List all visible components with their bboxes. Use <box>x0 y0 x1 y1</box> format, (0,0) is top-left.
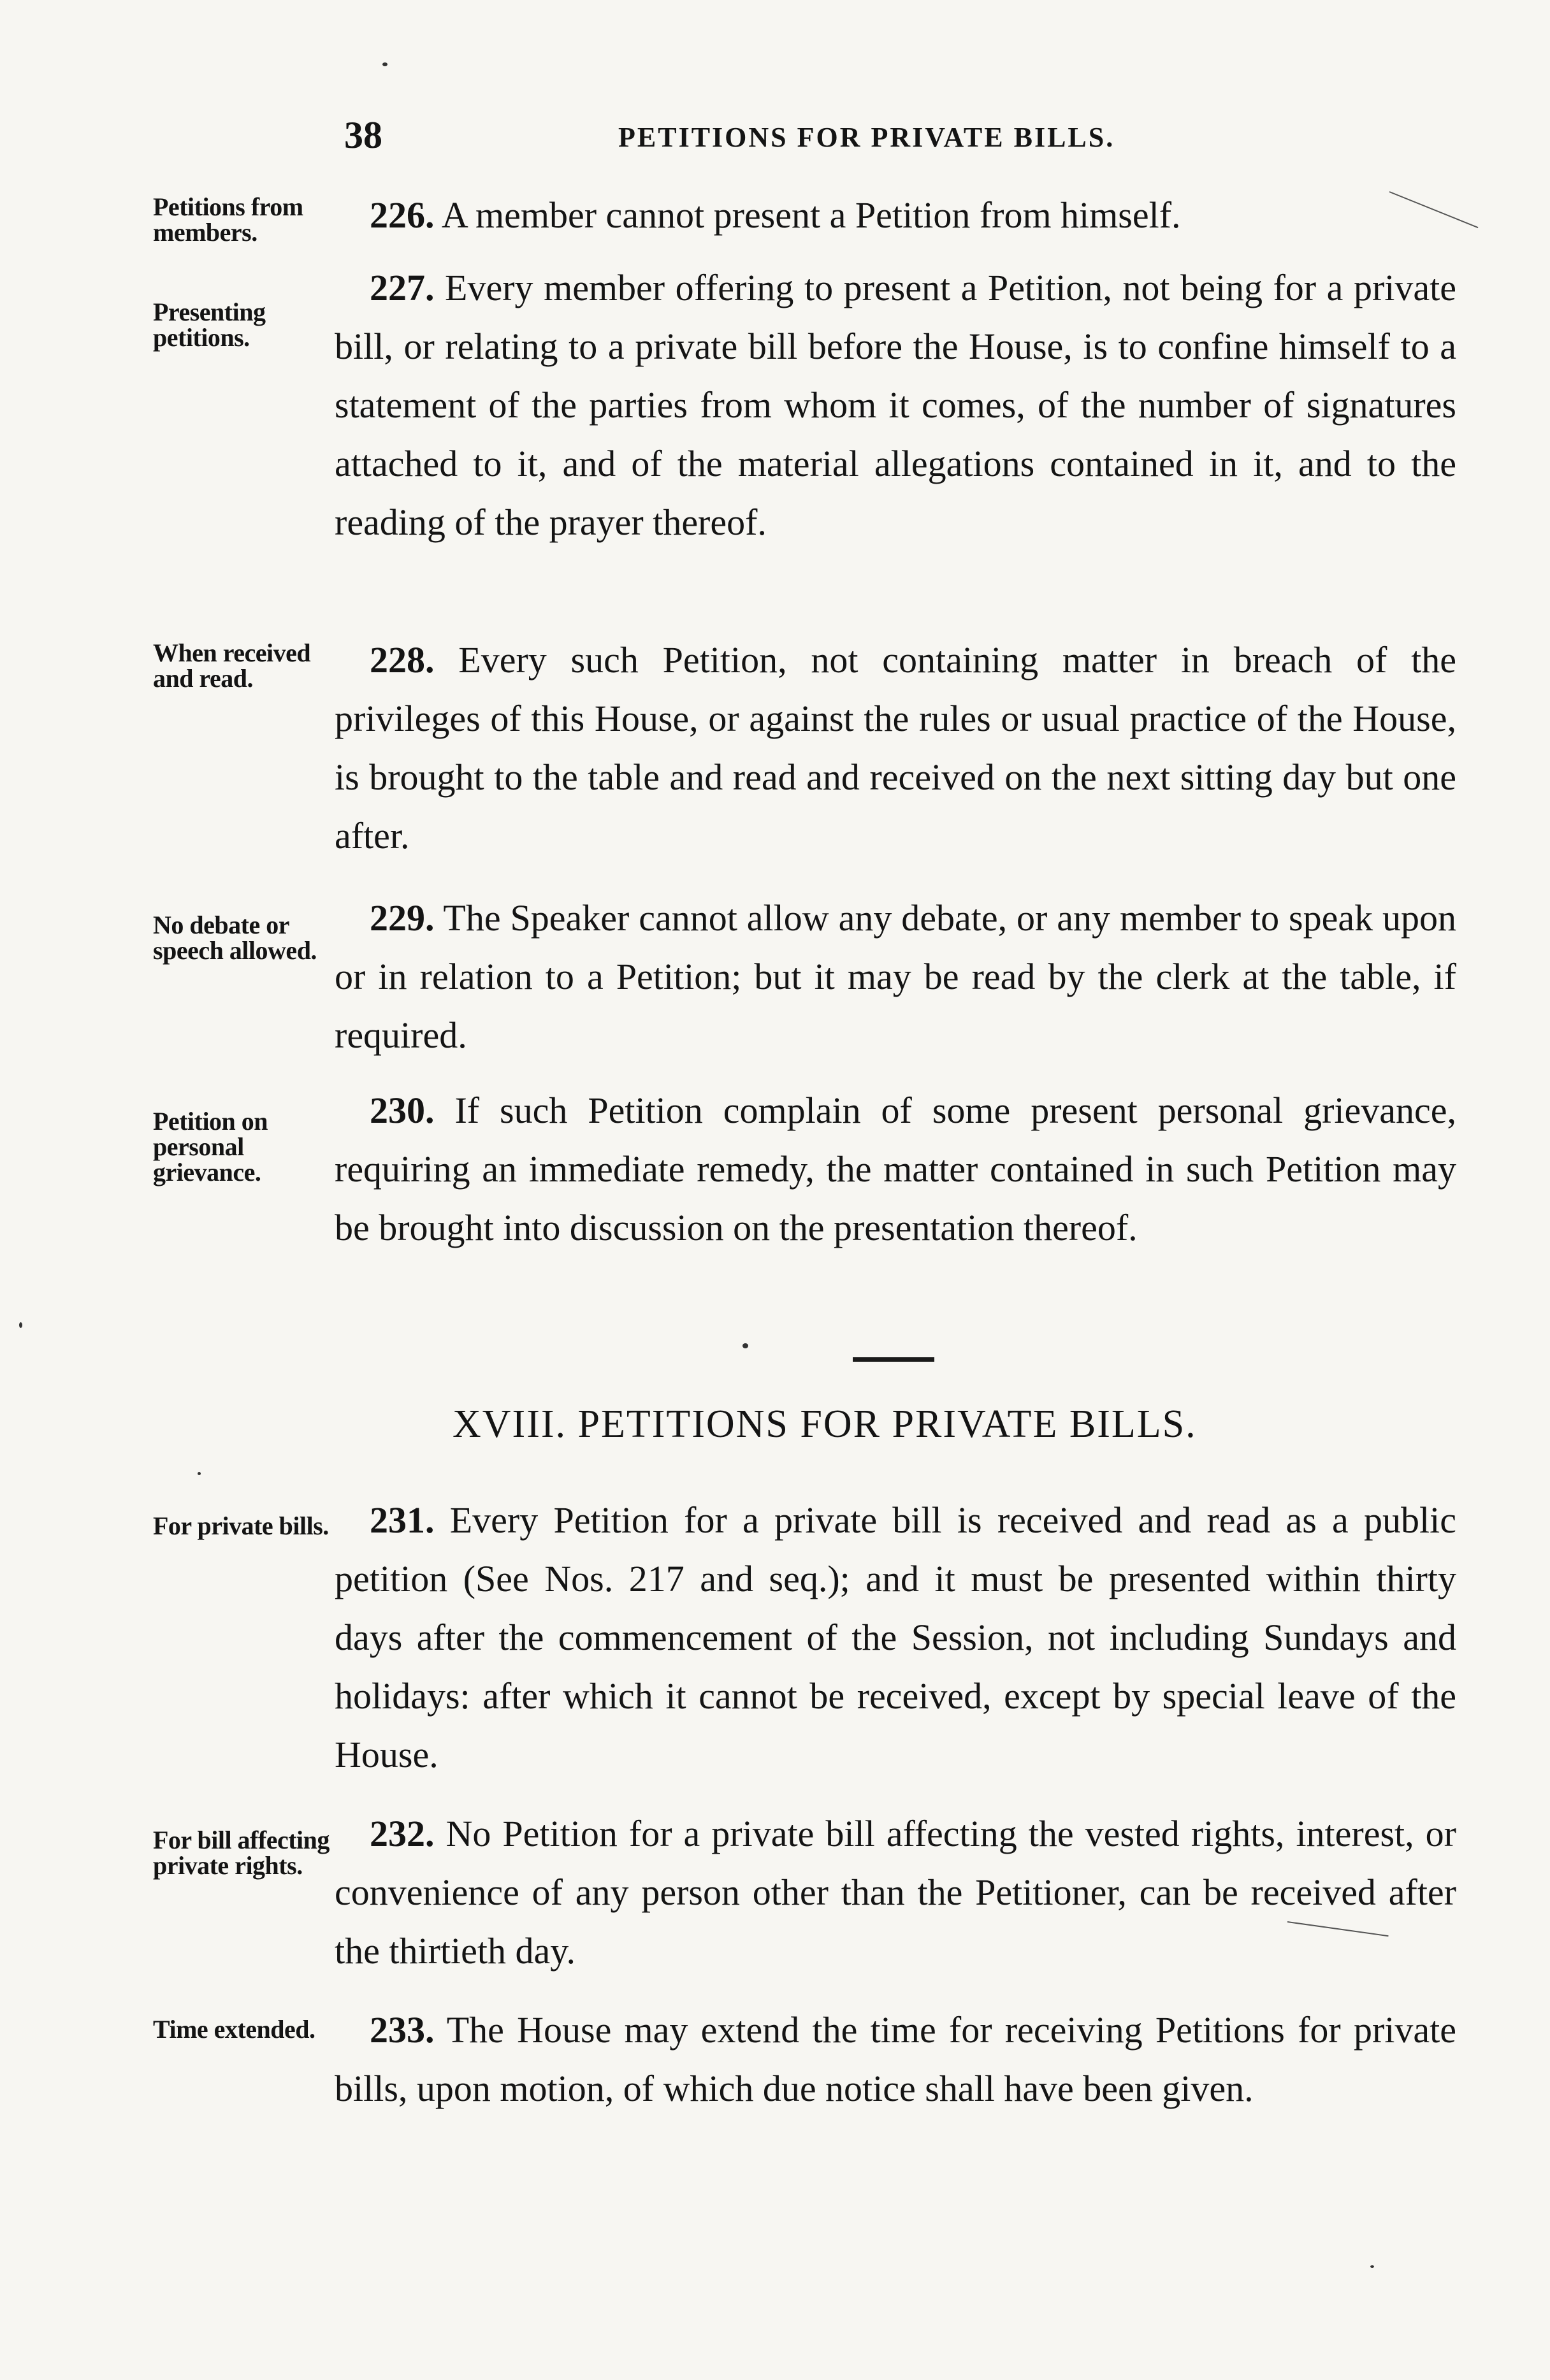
paragraph-text: No Petition for a private bill affecting the vested rights, interest, or convenience of any person other than the Petitioner, can be received after the thirtieth day. <box>335 1813 1456 1972</box>
paragraph-text: Every member offering to present a Petition, not being for a private bill, or relating to a private bill before the House, is to confine himself to a statement of the parties from whom it comes, of the number of signatures attached to it, and of the material allegations contained in it, and to the reading of the prayer thereof. <box>335 267 1456 543</box>
paragraph-text: The Speaker cannot allow any debate, or any member to speak upon or in relation to a Petition; but it may be read by the clerk at the table, if required. <box>335 897 1457 1056</box>
scan-speck <box>742 1343 748 1348</box>
paragraph-232 <box>335 1805 1456 1980</box>
page-number: 38 <box>344 114 382 156</box>
paragraph-number: 227. <box>370 267 435 308</box>
paragraph-230 <box>335 1081 1456 1257</box>
margin-note-no-debate: No debate or speech allowed. <box>153 911 317 965</box>
margin-note-petitions-from-members: Petitions from members. <box>153 192 303 247</box>
margin-note-private-bills: For private bills. <box>153 1511 329 1540</box>
paragraph-number: 228. <box>370 639 435 681</box>
paragraph-text: If such Petition complain of some present personal grievance, requiring an immediate remedy, the matter contained in such Petition may be brought into discussion on the presentation thereof. <box>335 1090 1456 1248</box>
scan-speck <box>198 1472 201 1475</box>
paragraph-text: A member cannot present a Petition from himself. <box>441 194 1181 236</box>
margin-note-time-extended: Time extended. <box>153 2015 315 2044</box>
paragraph-text: Every such Petition, not containing matter in breach of the privileges of this House, or against the rules or usual practice of the House, is brought to the table and read and received on the next sitting day but one after. <box>335 639 1456 856</box>
paragraph-226 <box>335 186 1456 245</box>
paragraph-233 <box>335 2001 1456 2118</box>
margin-note-presenting-petitions: Presenting petitions. <box>153 298 266 352</box>
paragraph-number: 229. <box>370 897 435 939</box>
page-header <box>344 113 1466 164</box>
paragraph-number: 233. <box>370 2009 435 2051</box>
margin-note-personal-grievance: Petition on personal grievance. <box>153 1107 268 1186</box>
paragraph-number: 226. <box>370 194 435 236</box>
paragraph-number: 230. <box>370 1090 435 1131</box>
paragraph-228 <box>335 631 1456 865</box>
paragraph-text: The House may extend the time for receiving Petitions for private bills, upon motion, of which due notice shall have been given. <box>335 2009 1456 2109</box>
margin-note-private-rights: For bill affecting private rights. <box>153 1826 330 1880</box>
scan-speck <box>19 1322 22 1328</box>
margin-note-when-received: When received and read. <box>153 638 311 693</box>
paragraph-229 <box>335 889 1456 1065</box>
paragraph-text: Every Petition for a private bill is received and read as a public petition (See Nos. 217 and seq.); and it must be presented within thirty days after the commencement of the Session, not including Sundays and holidays: after which it cannot be received, except by special leave of the House. <box>335 1499 1456 1775</box>
paragraph-number: 231. <box>370 1499 435 1541</box>
paragraph-231 <box>335 1491 1456 1784</box>
section-heading: XVIII. PETITIONS FOR PRIVATE BILLS. <box>453 1403 1197 1446</box>
running-head: PETITIONS FOR PRIVATE BILLS. <box>618 122 1115 153</box>
scan-speck <box>1370 2265 1374 2268</box>
paragraph-227 <box>335 259 1456 552</box>
section-divider <box>853 1357 934 1362</box>
scan-speck <box>382 62 388 66</box>
paragraph-number: 232. <box>370 1813 435 1854</box>
